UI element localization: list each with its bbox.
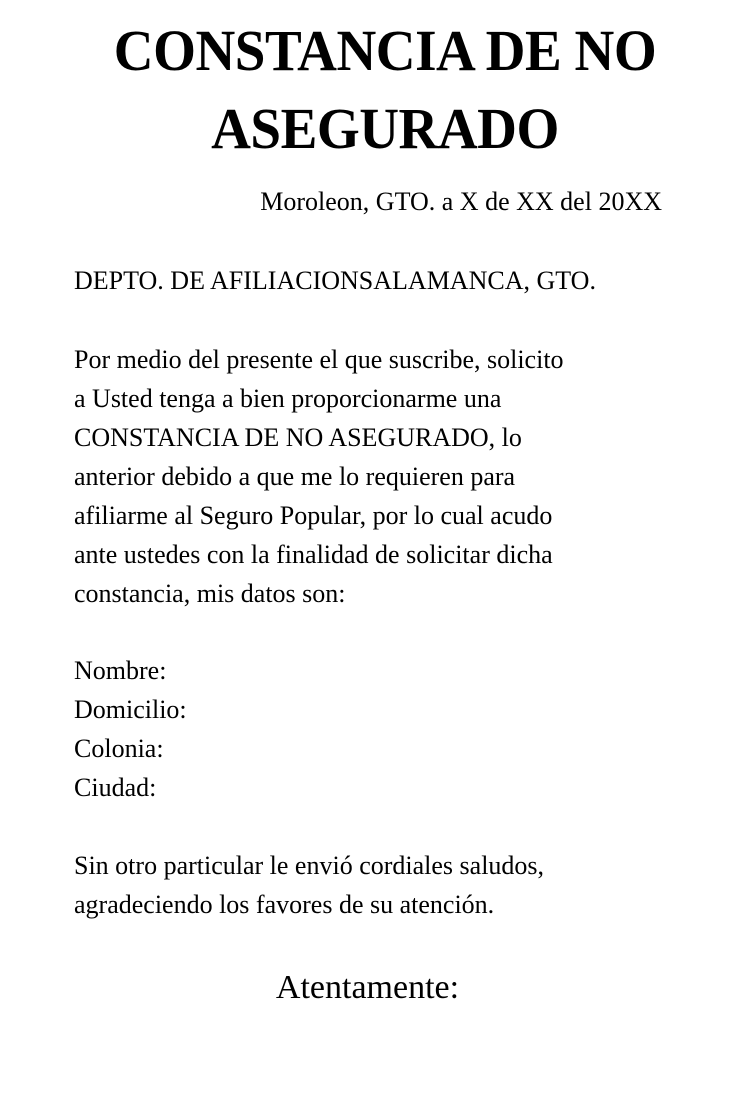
body-line: anterior debido a que me lo requieren para	[74, 462, 516, 491]
personal-data-fields	[74, 651, 187, 807]
body-line: a Usted tenga a bien proporcionarme una	[74, 384, 502, 413]
place-date-line: Moroleon, GTO. a X de XX del 20XX	[260, 187, 662, 216]
body-line: afiliarme al Seguro Popular, por lo cual acudo	[74, 501, 553, 530]
body-paragraph	[74, 340, 674, 613]
field-colonia-label: Colonia:	[74, 734, 164, 763]
body-line: CONSTANCIA DE NO ASEGURADO, lo	[74, 423, 522, 452]
field-domicilio-label: Domicilio:	[74, 695, 187, 724]
document-title	[19, 12, 735, 168]
title-line-1: CONSTANCIA DE NO	[113, 18, 657, 83]
title-line-2: ASEGURADO	[211, 96, 559, 161]
field-ciudad-label: Ciudad:	[74, 773, 157, 802]
closing-line: agradeciendo los favores de su atención.	[74, 890, 495, 919]
body-line: ante ustedes con la finalidad de solicitar dicha	[74, 540, 553, 569]
signoff: Atentamente:	[275, 969, 460, 1006]
closing-line: Sin otro particular le envió cordiales saludos,	[74, 851, 545, 880]
closing-paragraph	[74, 846, 544, 924]
body-line: Por medio del presente el que suscribe, solicito	[74, 345, 564, 374]
body-line: constancia, mis datos son:	[74, 579, 346, 608]
recipient-department: DEPTO. DE AFILIACIONSALAMANCA, GTO.	[74, 266, 596, 295]
field-nombre-label: Nombre:	[74, 656, 167, 685]
